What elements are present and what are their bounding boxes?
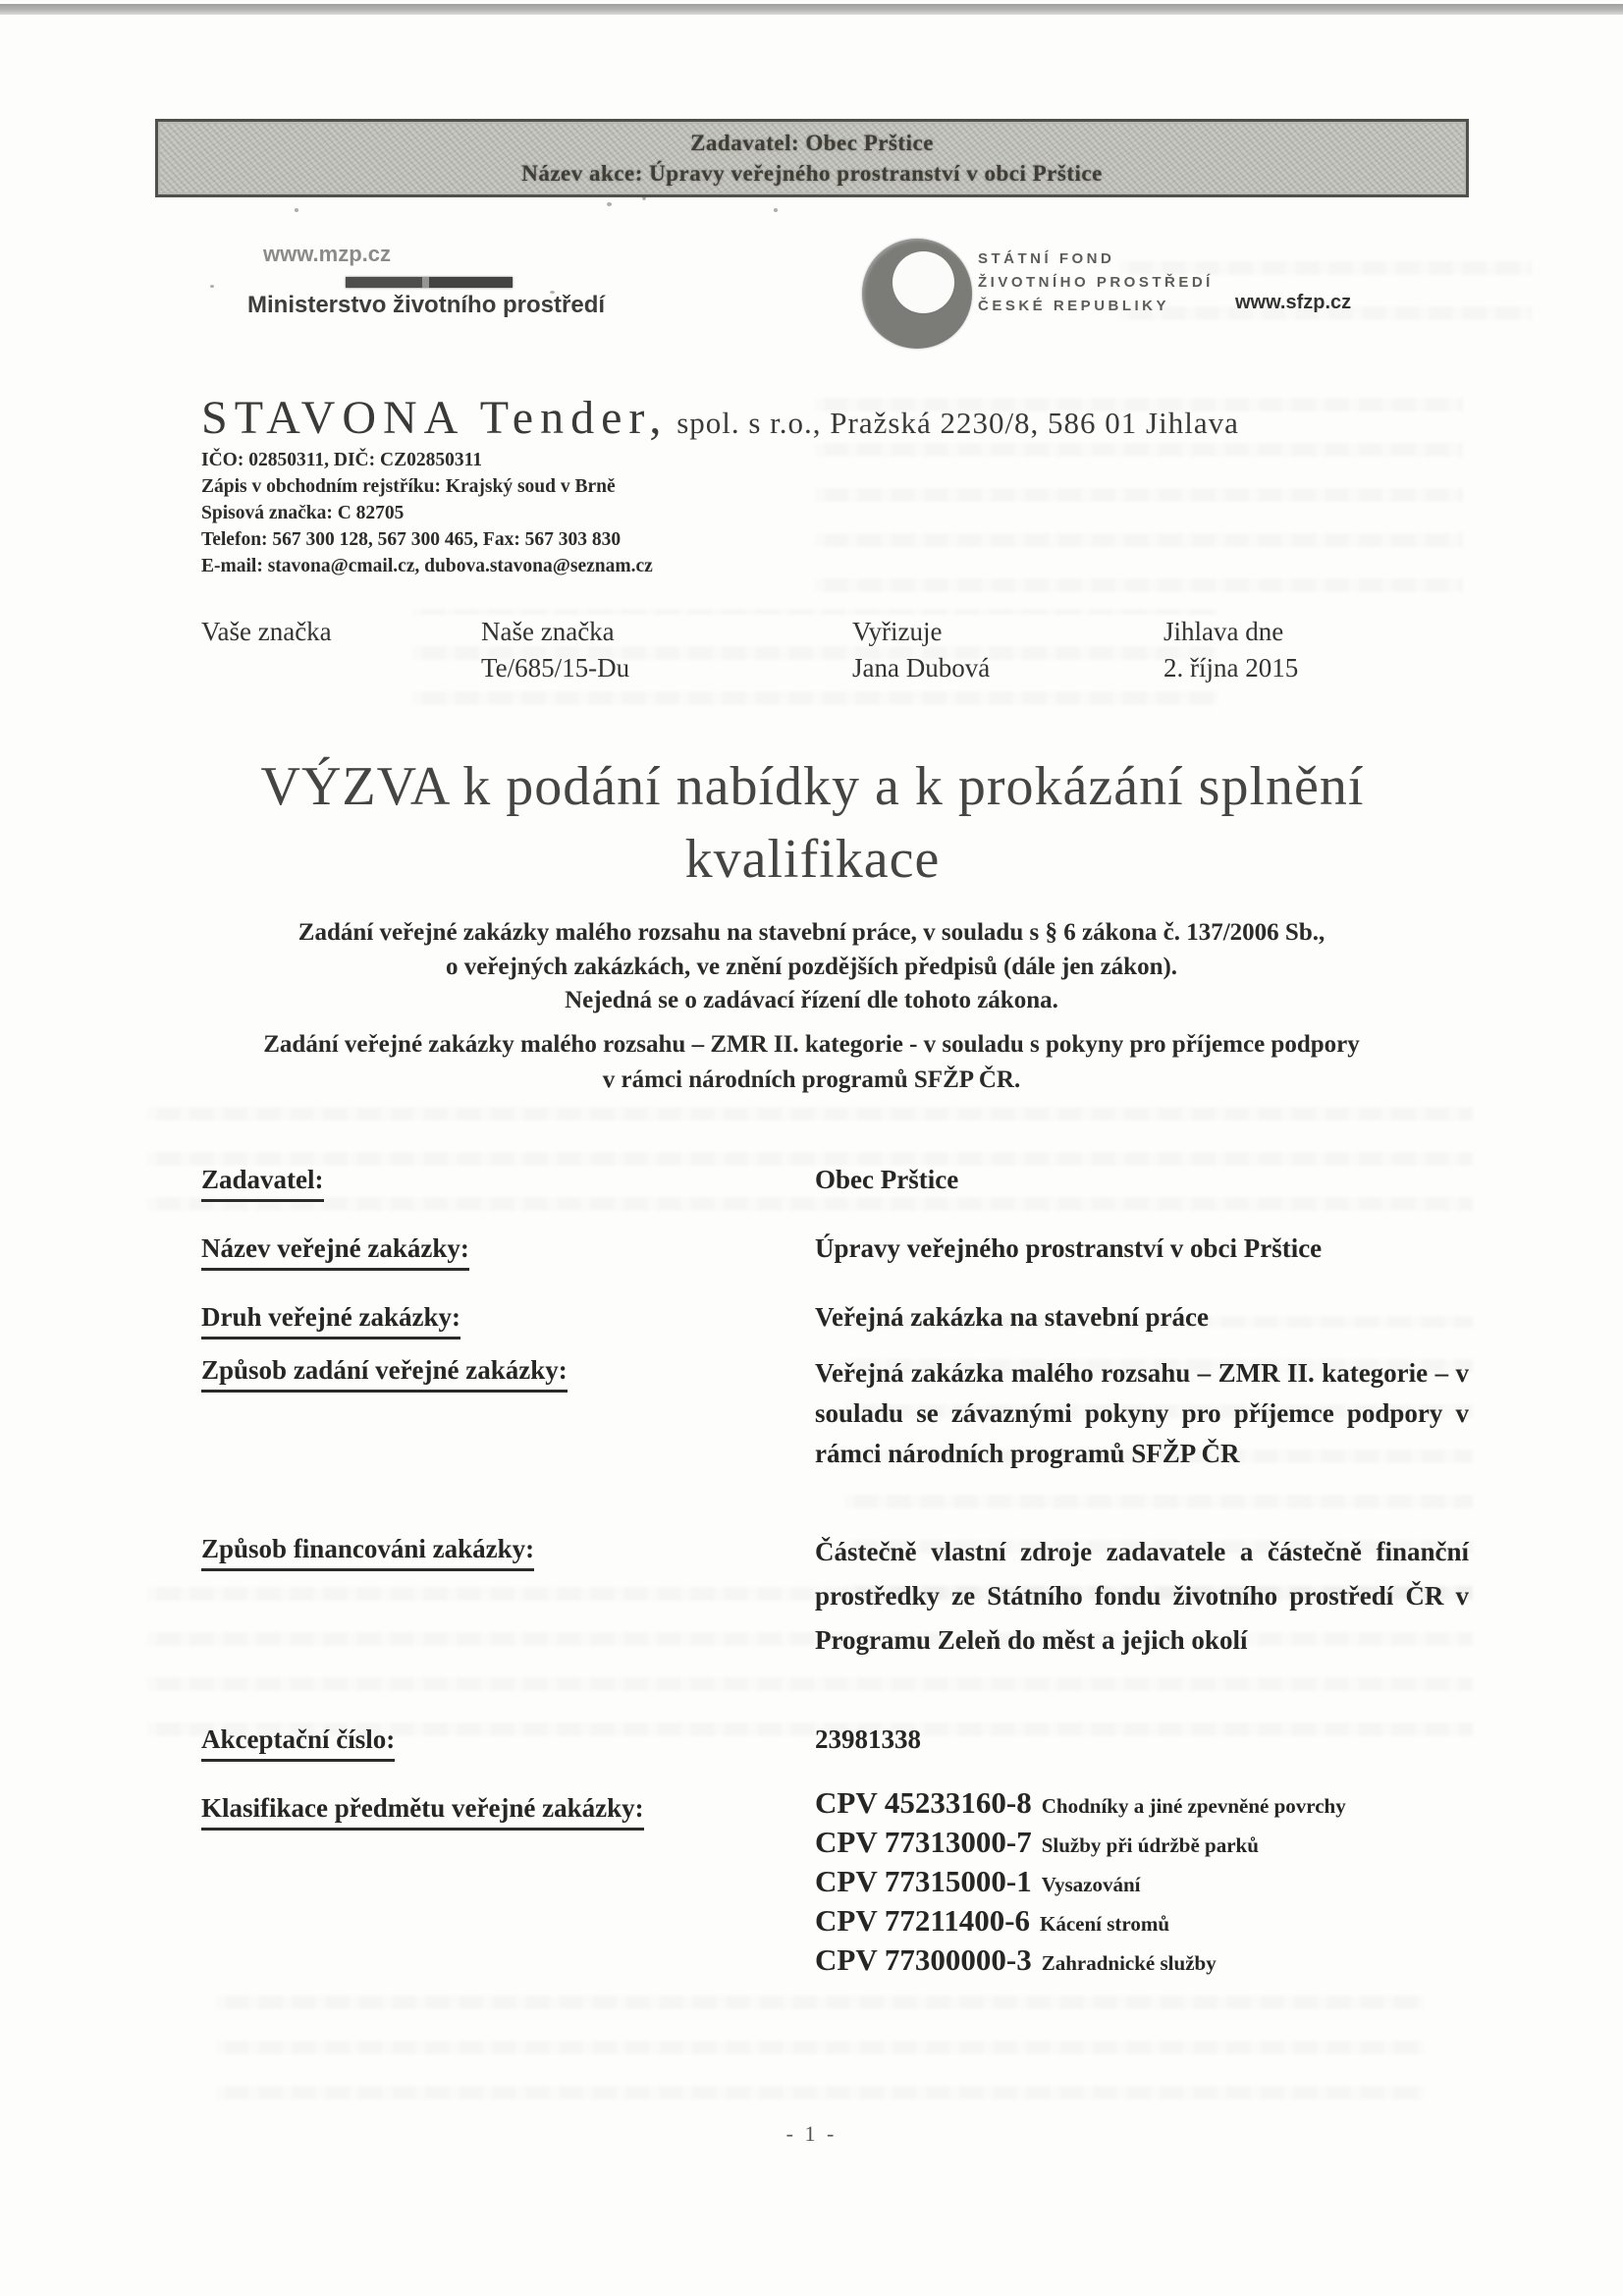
field-label-klasifikace: Klasifikace předmětu veřejné zakázky: xyxy=(201,1793,644,1831)
company-name-line xyxy=(201,391,1239,445)
field-value-akceptacni-cislo: 23981338 xyxy=(815,1724,921,1754)
cpv-desc: Služby při údržbě parků xyxy=(1041,1833,1259,1857)
ref-value-vyrizuje: Jana Dubová xyxy=(852,653,991,683)
mzp-url: www.mzp.cz xyxy=(263,242,391,266)
company-name: STAVONA Tender, xyxy=(201,392,669,444)
bleed-through-artifact xyxy=(147,1105,1473,1223)
ref-label-jihlava-dne: Jihlava dne xyxy=(1163,617,1284,646)
field-label-zpusob-financovani: Způsob financováni zakázky: xyxy=(201,1534,534,1571)
company-phone-fax: Telefon: 567 300 128, 567 300 465, Fax: 567 303 830 xyxy=(201,529,622,550)
sfzp-logo-ring-icon xyxy=(862,239,972,349)
sfzp-line1: STÁTNÍ FOND xyxy=(978,250,1115,267)
intro-p1-line2: o veřejných zakázkách, ve znění pozdějších předpisů (dále jen zákon). xyxy=(445,954,1178,980)
sfzp-fund-name xyxy=(978,247,1214,318)
redaction-smudge xyxy=(346,277,513,288)
bleed-through-artifact xyxy=(216,1984,1424,2111)
field-value-druh-zakazky: Veřejná zakázka na stavební práce xyxy=(815,1302,1209,1332)
sfzp-line3: ČESKÉ REPUBLIKY xyxy=(978,298,1170,314)
cpv-list xyxy=(815,1785,1346,1982)
company-registry: Zápis v obchodním rejstříku: Krajský soud v Brně xyxy=(201,476,616,497)
ref-value-nase-znacka: Te/685/15-Du xyxy=(481,653,630,683)
ref-label-vyrizuje: Vyřizuje xyxy=(852,617,943,646)
cpv-item xyxy=(815,1942,1346,1982)
scan-speck xyxy=(210,285,214,288)
banner-nazev-akce: Název akce: Úpravy veřejného prostranství v obci Prštice xyxy=(521,161,1103,186)
company-file-number: Spisová značka: C 82705 xyxy=(201,503,405,523)
document-title: VÝZVA k podání nabídky a k prokázání splnění kvalifikace xyxy=(260,756,1365,890)
cpv-item xyxy=(815,1903,1346,1942)
intro-p2-line2: v rámci národních programů SFŽP ČR. xyxy=(602,1066,1021,1093)
ref-label-nase-znacka: Naše značka xyxy=(481,617,615,646)
company-email: E-mail: stavona@cmail.cz, dubova.stavona@seznam.cz xyxy=(201,556,653,576)
ministry-name: Ministerstvo životního prostředí xyxy=(247,292,606,318)
scan-speck xyxy=(607,202,612,206)
cpv-desc: Zahradnické služby xyxy=(1041,1951,1217,1975)
cpv-code: CPV 45233160-8 xyxy=(815,1785,1032,1820)
cpv-item xyxy=(815,1825,1346,1864)
sfzp-line2: ŽIVOTNÍHO PROSTŘEDÍ xyxy=(978,274,1214,291)
field-value-nazev-zakazky: Úpravy veřejného prostranství v obci Prštice xyxy=(815,1233,1323,1263)
field-label-druh-zakazky: Druh veřejné zakázky: xyxy=(201,1302,460,1339)
cpv-code: CPV 77313000-7 xyxy=(815,1825,1032,1859)
cpv-desc: Kácení stromů xyxy=(1040,1912,1170,1936)
banner-zadavatel: Zadavatel: Obec Prštice xyxy=(690,131,934,155)
scan-edge-band xyxy=(0,4,1623,15)
cpv-code: CPV 77300000-3 xyxy=(815,1942,1032,1977)
company-address: spol. s r.o., Pražská 2230/8, 586 01 Jihlava xyxy=(668,406,1239,440)
field-label-akceptacni-cislo: Akceptační číslo: xyxy=(201,1724,395,1762)
intro-p2-line1: Zadání veřejné zakázky malého rozsahu – ZMR II. kategorie - v souladu s pokyny pro příjemce podpory xyxy=(263,1031,1360,1058)
field-label-nazev-zakazky: Název veřejné zakázky: xyxy=(201,1233,469,1271)
field-value-zpusob-zadani: Veřejná zakázka malého rozsahu – ZMR II. kategorie – v souladu se závaznými pokyny pro příjemce podpory v rámci národních programů SFŽP ČR xyxy=(815,1358,1469,1468)
cpv-desc: Chodníky a jiné zpevněné povrchy xyxy=(1041,1794,1346,1818)
scan-speck xyxy=(774,208,778,212)
intro-p1-line3: Nejedná se o zadávací řízení dle tohoto zákona. xyxy=(565,987,1058,1013)
header-banner xyxy=(155,119,1469,197)
company-details xyxy=(201,447,653,579)
cpv-item xyxy=(815,1785,1346,1825)
ref-value-jihlava-dne: 2. října 2015 xyxy=(1163,653,1299,683)
ref-label-vase-znacka: Vaše značka xyxy=(201,617,332,646)
field-value-zpusob-financovani: Částečně vlastní zdroje zadavatele a částečně finanční prostředky ze Státního fondu životního prostředí ČR v Programu Zeleň do měst a jejich okolí xyxy=(815,1537,1469,1655)
sfzp-url: www.sfzp.cz xyxy=(1235,292,1352,313)
intro-p1-line1: Zadání veřejné zakázky malého rozsahu na stavební práce, v souladu s § 6 zákona č. 137/2006 Sb., xyxy=(298,919,1325,946)
scan-speck xyxy=(295,208,298,212)
field-label-zadavatel: Zadavatel: xyxy=(201,1165,324,1202)
field-label-zpusob-zadani: Způsob zadání veřejné zakázky: xyxy=(201,1355,568,1393)
page-number: - 1 - xyxy=(785,2121,838,2146)
cpv-desc: Vysazování xyxy=(1041,1873,1141,1896)
cpv-item xyxy=(815,1864,1346,1903)
cpv-code: CPV 77315000-1 xyxy=(815,1864,1032,1898)
field-value-zadavatel: Obec Prštice xyxy=(815,1165,959,1194)
cpv-code: CPV 77211400-6 xyxy=(815,1903,1031,1938)
company-ico-dic: IČO: 02850311, DIČ: CZ02850311 xyxy=(201,450,483,470)
